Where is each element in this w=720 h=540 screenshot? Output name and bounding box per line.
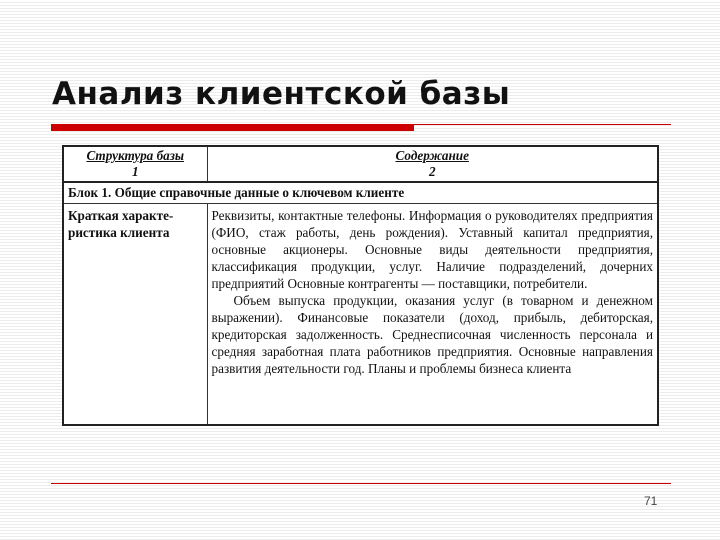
content-paragraph-2: Объем выпуска продукции, оказания услуг (в товарном и денежном выражении). Финансовые показатели (доход, прибыль, дебиторская, кредиторская задолженность. Среднесписочная численность персонала и средняя заработная плата работников предприятия. Основные направления развития деятельности год. Планы и проблемы бизнеса клиента (211, 293, 653, 376)
client-base-table (62, 145, 659, 426)
header-content-number: 2 (428, 164, 436, 179)
block-title: Блок 1. Общие справочные данные о ключевом клиенте (63, 182, 658, 204)
block-row (63, 182, 658, 204)
row-label: Краткая характе-ристика клиента (63, 204, 207, 426)
header-structure-number: 1 (131, 164, 139, 179)
title-underline-line (414, 124, 671, 125)
footer-divider (51, 483, 671, 484)
header-content-title: Содержание (395, 148, 469, 163)
header-structure (63, 146, 207, 182)
slide-title: Анализ клиентской базы (52, 76, 511, 112)
header-structure-title: Структура базы (86, 148, 185, 163)
header-content (207, 146, 658, 182)
table-header-row (63, 146, 658, 182)
table-row (63, 204, 658, 426)
row-content (207, 204, 658, 426)
content-paragraph-1: Реквизиты, контактные телефоны. Информация о руководителях предприятия (ФИО, стаж работы, день рождения). Уставный капитал предприятия, основные акционеры. Основные виды деятельности предприятия, классификация продукции, услуг. Наличие подразделений, дочерних предприятий Основные контрагенты — поставщики, потребители. (211, 208, 653, 291)
title-underline-accent (51, 124, 414, 131)
page-number: 71 (644, 494, 658, 508)
